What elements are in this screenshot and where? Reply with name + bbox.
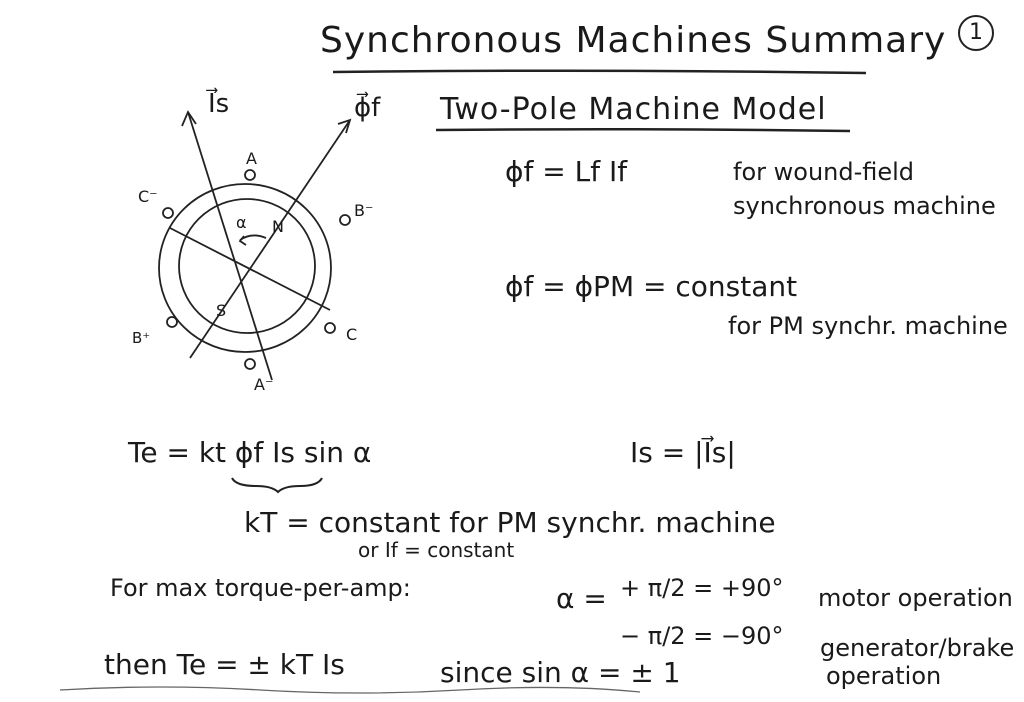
note-motor-operation: motor operation [818, 584, 1013, 612]
label-is-vector: I⃗s [208, 89, 230, 119]
eq-phi-wound: ϕf = Lf If [505, 155, 628, 188]
label-C: C [346, 325, 358, 344]
eq-is-magnitude: Is = |I⃗s| [630, 436, 736, 469]
underbrace [232, 478, 322, 492]
terminal-B-plus [167, 317, 177, 327]
diagram-labels [132, 87, 381, 394]
terminal-C [325, 323, 335, 333]
stator-inner [179, 199, 315, 333]
eq-alpha-positive: + π/2 = +90° [620, 574, 784, 602]
note-pm: for PM synchr. machine [728, 312, 1008, 340]
note-generator-line2: operation [826, 662, 942, 690]
terminal-A-minus [245, 359, 255, 369]
title-underline [333, 71, 866, 73]
eq-torque: Te = kt ϕf Is sin α [128, 436, 372, 469]
eq-kt-alternate: or If = constant [358, 538, 515, 562]
eq-kt-definition: kT = constant for PM synchr. machine [244, 506, 776, 539]
label-alpha: α [236, 213, 247, 232]
note-generator-line1: generator/brake [820, 634, 1015, 662]
eq-then-torque: then Te = ± kT Is [104, 648, 345, 681]
label-N: N [272, 217, 284, 236]
eq-phi-pm: ϕf = ϕPM = constant [505, 270, 798, 303]
label-S: S [216, 301, 227, 320]
terminal-C-minus [163, 208, 173, 218]
note-wound-line1: for wound-field [733, 158, 915, 186]
eq-alpha: α = [556, 582, 607, 615]
is-vector-arrowhead [182, 112, 196, 126]
eq-alpha-negative: − π/2 = −90° [620, 622, 784, 650]
terminal-B-minus [340, 215, 350, 225]
eq-since: since sin α = ± 1 [440, 656, 681, 689]
label-phi-vector: ϕ⃗f [354, 93, 381, 123]
section-title: Two-Pole Machine Model [440, 92, 827, 127]
max-torque-label: For max torque-per-amp: [110, 574, 411, 602]
subtitle-underline [436, 129, 850, 131]
stator-outer [159, 184, 331, 352]
label-A-minus: A⁻ [254, 375, 274, 394]
label-C-minus: C⁻ [138, 187, 158, 206]
terminal-A [245, 170, 255, 180]
page-number: 1 [958, 15, 994, 51]
label-A: A [246, 149, 257, 168]
label-B-plus: B⁺ [132, 329, 151, 347]
label-B-minus: B⁻ [354, 201, 374, 220]
page-title: Synchronous Machines Summary [320, 20, 947, 61]
note-wound-line2: synchronous machine [733, 192, 996, 220]
